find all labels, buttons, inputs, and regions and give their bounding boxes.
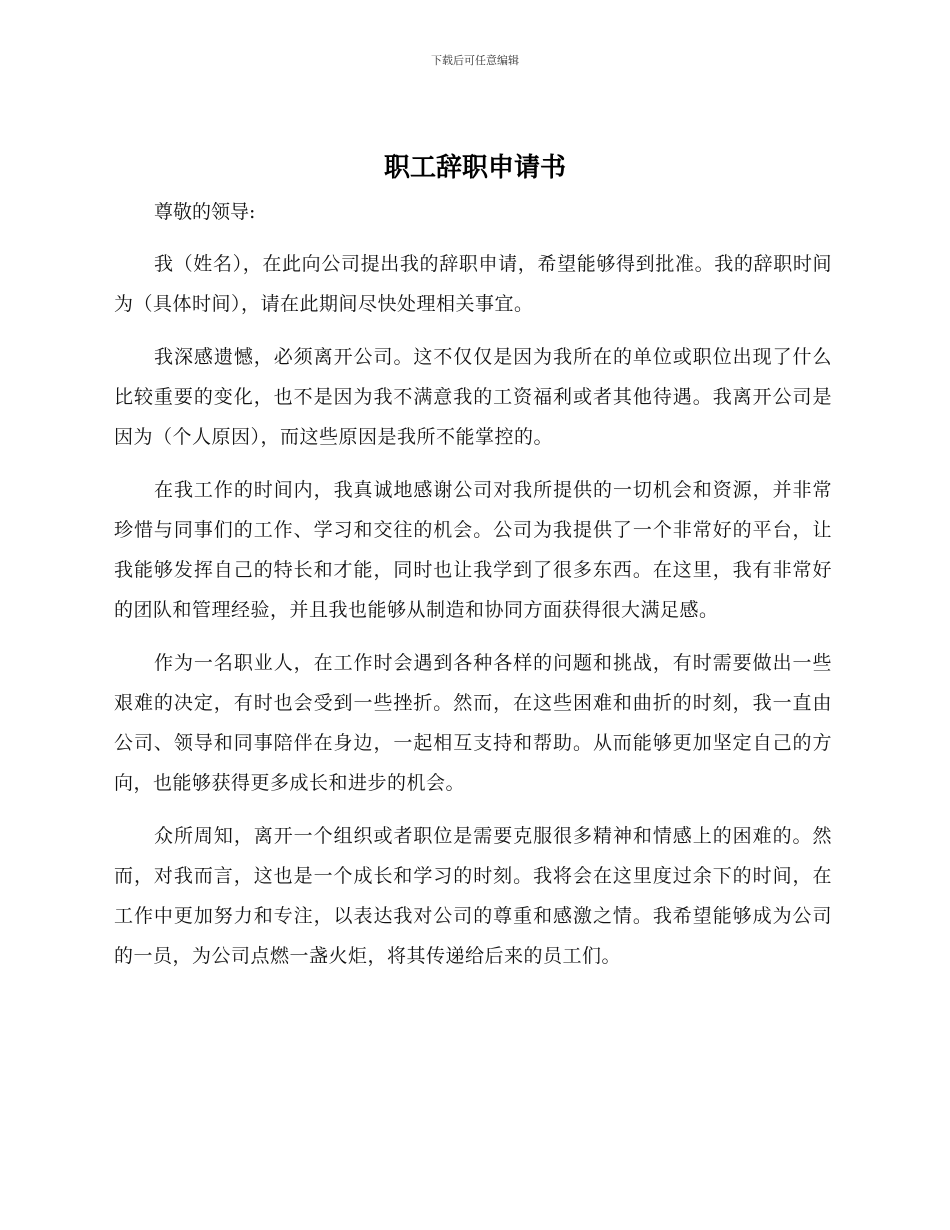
paragraph-5: 众所周知，离开一个组织或者职位是需要克服很多精神和情感上的困难的。然而，对我而言，这也是一个成长和学习的时刻。我将会在这里度过余下的时间，在工作中更加努力和专注，以表达我对公司的尊重和感激之情。我希望能够成为公司的一员，为公司点燃一盏火炬，将其传递给后来的员工们。: [114, 825, 832, 967]
paragraph-2: 我深感遗憾，必须离开公司。这不仅仅是因为我所在的单位或职位出现了什么比较重要的变化，也不是因为我不满意我的工资福利或者其他待遇。我离开公司是因为（个人原因），而这些原因是我所不能掌控的。: [114, 346, 832, 448]
paragraph-3: 在我工作的时间内，我真诚地感谢公司对我所提供的一切机会和资源，并非常珍惜与同事们的工作、学习和交往的机会。公司为我提供了一个非常好的平台，让我能够发挥自己的特长和才能，同时也让我学到了很多东西。在这里，我有非常好的团队和管理经验，并且我也能够从制造和协同方面获得很大满足感。: [114, 479, 832, 621]
header-note: 下载后可任意编辑: [431, 54, 519, 67]
document-title: 职工辞职申请书: [383, 153, 566, 183]
document-body: [114, 193, 832, 976]
salutation: 尊敬的领导:: [154, 201, 256, 223]
paragraph-1: 我（姓名），在此向公司提出我的辞职申请，希望能够得到批准。我的辞职时间为（具体时间），请在此期间尽快处理相关事宜。: [114, 253, 832, 315]
paragraph-4: 作为一名职业人，在工作时会遇到各种各样的问题和挑战，有时需要做出一些艰难的决定，有时也会受到一些挫折。然而，在这些困难和曲折的时刻，我一直由公司、领导和同事陪伴在身边，一起相互支持和帮助。从而能够更加坚定自己的方向，也能够获得更多成长和进步的机会。: [114, 652, 832, 794]
